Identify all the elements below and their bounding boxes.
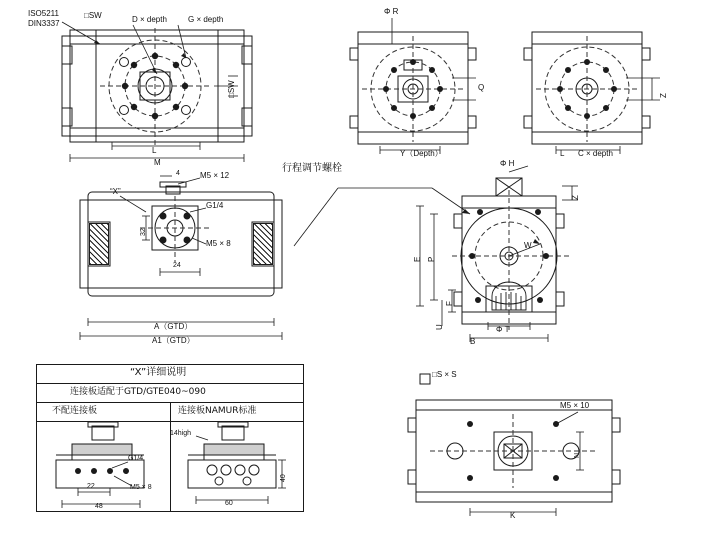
dim-l-top: L — [152, 146, 157, 155]
label-x-detail-ref: “X” — [110, 187, 121, 196]
label-sw-left: □SW — [84, 11, 102, 20]
label-m5x10: M5 × 10 — [560, 401, 590, 410]
dim-p: P — [427, 256, 436, 262]
dim-32: 32 — [140, 228, 147, 236]
label-phi-r: Φ R — [384, 7, 399, 16]
dim-z-top: Z — [659, 93, 668, 98]
dim-40: 40 — [280, 474, 287, 482]
dim-l-right: L — [560, 149, 565, 158]
dim-w: W — [524, 241, 532, 250]
label-sw-right: □SW — [227, 80, 236, 98]
standard-iso: ISO5211 — [28, 9, 59, 18]
dim-22: 22 — [87, 483, 95, 490]
label-d-depth: D × depth — [132, 15, 167, 24]
detail-panel-subtitle: 连接板适配于GTD/GTE040~090 — [70, 387, 206, 397]
label-g14-detail: G1/4 — [128, 455, 144, 462]
dim-e: E — [413, 256, 422, 262]
dim-u: U — [435, 324, 444, 330]
dim-m-top: M — [154, 158, 161, 167]
callout-stroke-adjust-bolt: 行程调节螺栓 — [282, 163, 342, 174]
dim-k: K — [510, 511, 516, 520]
standard-din: DIN3337 — [28, 19, 60, 28]
label-phi-h: Φ H — [500, 159, 515, 168]
dim-a: A（GTD） — [154, 322, 193, 331]
label-g14-front: G1/4 — [206, 201, 224, 210]
detail-right-header: 连接板NAMUR标准 — [178, 406, 257, 416]
dim-z-right: Z — [571, 195, 580, 200]
label-m5x12: M5 × 12 — [200, 171, 230, 180]
dim-q: Q — [478, 83, 485, 92]
dim-60: 60 — [225, 500, 233, 507]
label-m5x8-front: M5 × 8 — [206, 239, 231, 248]
label-c-depth: C × depth — [578, 149, 613, 158]
label-14high: 14high — [170, 430, 192, 437]
dim-n: N — [574, 452, 581, 458]
dim-a1: A1（GTD） — [152, 336, 195, 345]
label-square-s: □S × S — [432, 370, 457, 379]
dim-4: 4 — [176, 170, 180, 177]
label-m5x8-detail: M5 × 8 — [130, 484, 152, 491]
dim-48: 48 — [95, 503, 103, 510]
dim-f: F — [445, 301, 454, 306]
dim-b: B — [470, 337, 476, 346]
detail-panel-title: “X”详细说明 — [130, 367, 187, 378]
label-g-depth: G × depth — [188, 15, 224, 24]
dim-phi-t: Φ T — [496, 325, 510, 334]
detail-left-header: 不配连接板 — [52, 406, 98, 416]
dim-24: 24 — [173, 262, 181, 269]
dim-y-depth: Y（Depth） — [400, 149, 443, 158]
